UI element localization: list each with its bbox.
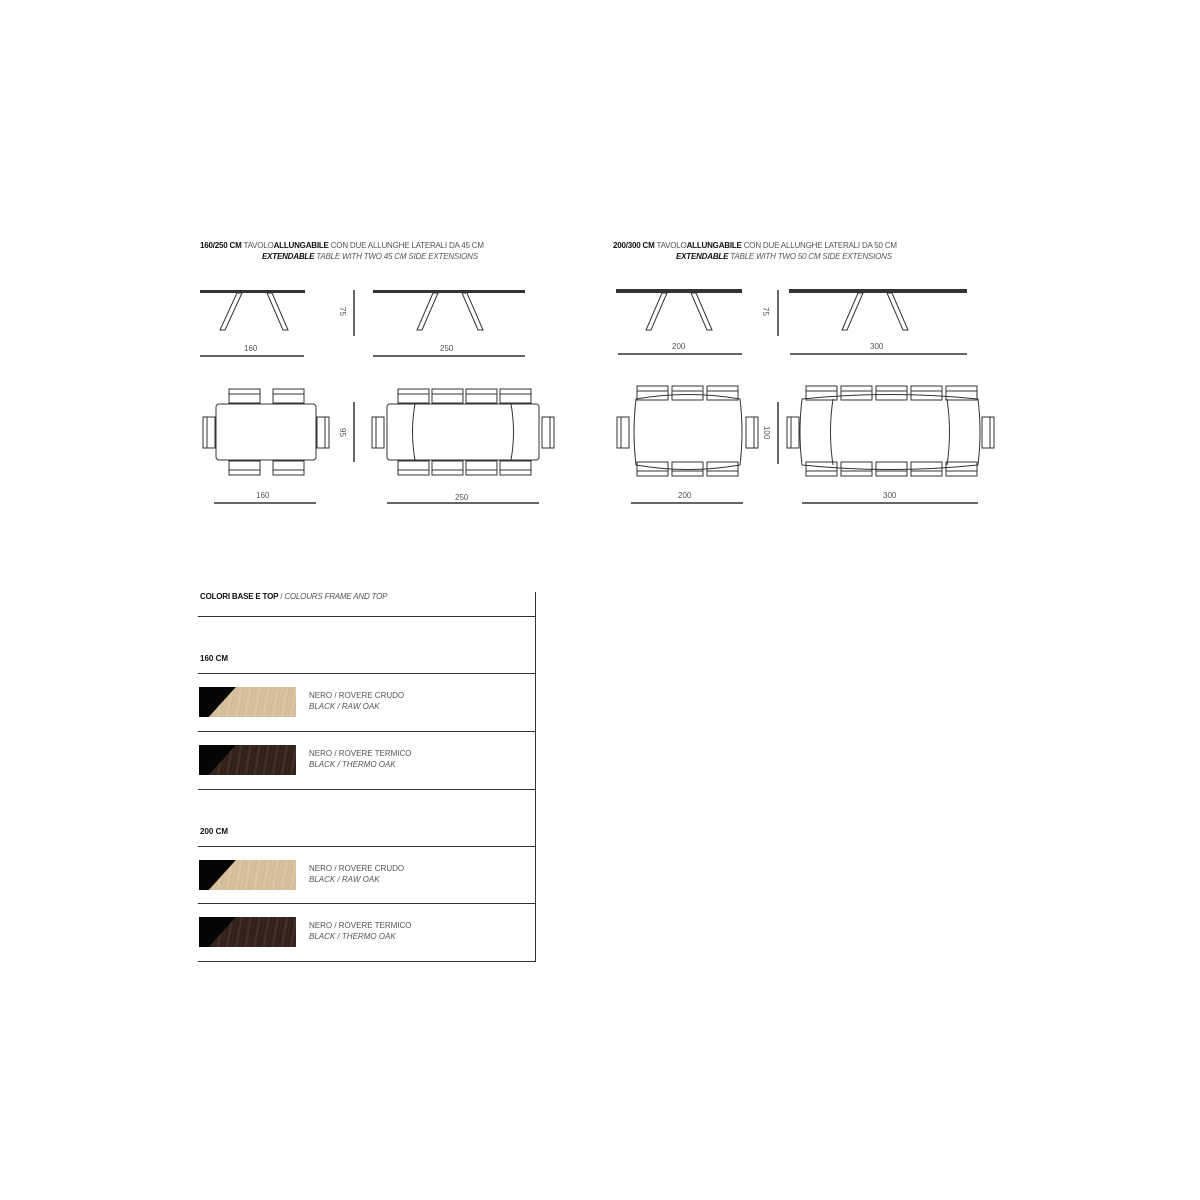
divider bbox=[198, 789, 536, 790]
divider bbox=[198, 616, 536, 617]
finish-en: BLACK / RAW OAK bbox=[309, 875, 380, 884]
heading-200-en-bold: EXTENDABLE bbox=[676, 252, 729, 261]
finish-en: BLACK / THERMO OAK bbox=[309, 932, 396, 941]
heading-160-it-2: CON DUE ALLUNGHE LATERALI DA 45 CM bbox=[330, 241, 484, 250]
dim-200-side-open: 300 bbox=[870, 342, 884, 351]
dim-200-height: 75 bbox=[760, 307, 770, 316]
swatch-black-raw-oak bbox=[199, 687, 296, 717]
plan-view-200-closed bbox=[617, 386, 758, 503]
dim-200-depth: 100 bbox=[762, 425, 772, 440]
colors-title bbox=[200, 592, 387, 601]
dim-160-plan-open: 250 bbox=[455, 493, 469, 502]
dim-160-depth: 95 bbox=[337, 428, 347, 437]
plan-view-160-open bbox=[372, 389, 554, 503]
heading-160-it-bold: ALLUNGABILE bbox=[273, 241, 329, 250]
divider bbox=[198, 961, 536, 962]
dim-160-height: 75 bbox=[337, 307, 347, 316]
heading-200-it-2: CON DUE ALLUNGHE LATERALI DA 50 CM bbox=[743, 241, 897, 250]
heading-160-en-2: TABLE WITH TWO 45 CM SIDE EXTENSIONS bbox=[316, 252, 478, 261]
dim-160-plan-closed: 160 bbox=[256, 491, 270, 500]
heading-200-size: 200/300 CM bbox=[613, 241, 655, 250]
heading-200-en-2: TABLE WITH TWO 50 CM SIDE EXTENSIONS bbox=[730, 252, 892, 261]
dim-160-side-closed: 160 bbox=[244, 344, 258, 353]
swatch-black-raw-oak bbox=[199, 860, 296, 890]
swatch-black-thermo-oak bbox=[199, 745, 296, 775]
size-label-160: 160 CM bbox=[200, 654, 229, 663]
heading-160-size: 160/250 CM bbox=[200, 241, 242, 250]
heading-200-it-1: TAVOLO bbox=[656, 241, 687, 250]
finish-label bbox=[309, 920, 412, 942]
divider bbox=[198, 903, 536, 904]
dim-200-side-closed: 200 bbox=[672, 342, 686, 351]
colors-title-it: COLORI BASE E TOP bbox=[200, 592, 279, 601]
finish-it: NERO / ROVERE CRUDO bbox=[309, 691, 405, 700]
finish-it: NERO / ROVERE CRUDO bbox=[309, 864, 405, 873]
divider bbox=[198, 731, 536, 732]
colors-title-en: COLOURS FRAME AND TOP bbox=[284, 592, 388, 601]
plan-view-160-closed bbox=[203, 389, 329, 503]
finish-label bbox=[309, 863, 404, 885]
swatch-black-thermo-oak bbox=[199, 917, 296, 947]
heading-200-it-bold: ALLUNGABILE bbox=[686, 241, 742, 250]
finish-it: NERO / ROVERE TERMICO bbox=[309, 749, 412, 758]
plan-view-200-open bbox=[787, 386, 994, 503]
colors-title-separator: / bbox=[278, 592, 285, 601]
finish-it: NERO / ROVERE TERMICO bbox=[309, 921, 412, 930]
divider bbox=[198, 673, 536, 674]
finish-label bbox=[309, 748, 412, 770]
heading-160-it-1: TAVOLO bbox=[243, 241, 274, 250]
size-label-200: 200 CM bbox=[200, 827, 229, 836]
dim-200-plan-open: 300 bbox=[883, 491, 897, 500]
dim-160-side-open: 250 bbox=[440, 344, 454, 353]
divider bbox=[198, 846, 536, 847]
finish-en: BLACK / THERMO OAK bbox=[309, 760, 396, 769]
table-right-border bbox=[535, 592, 536, 962]
finish-label bbox=[309, 690, 404, 712]
dim-200-plan-closed: 200 bbox=[678, 491, 692, 500]
heading-160-en-bold: EXTENDABLE bbox=[262, 252, 315, 261]
finish-en: BLACK / RAW OAK bbox=[309, 702, 380, 711]
